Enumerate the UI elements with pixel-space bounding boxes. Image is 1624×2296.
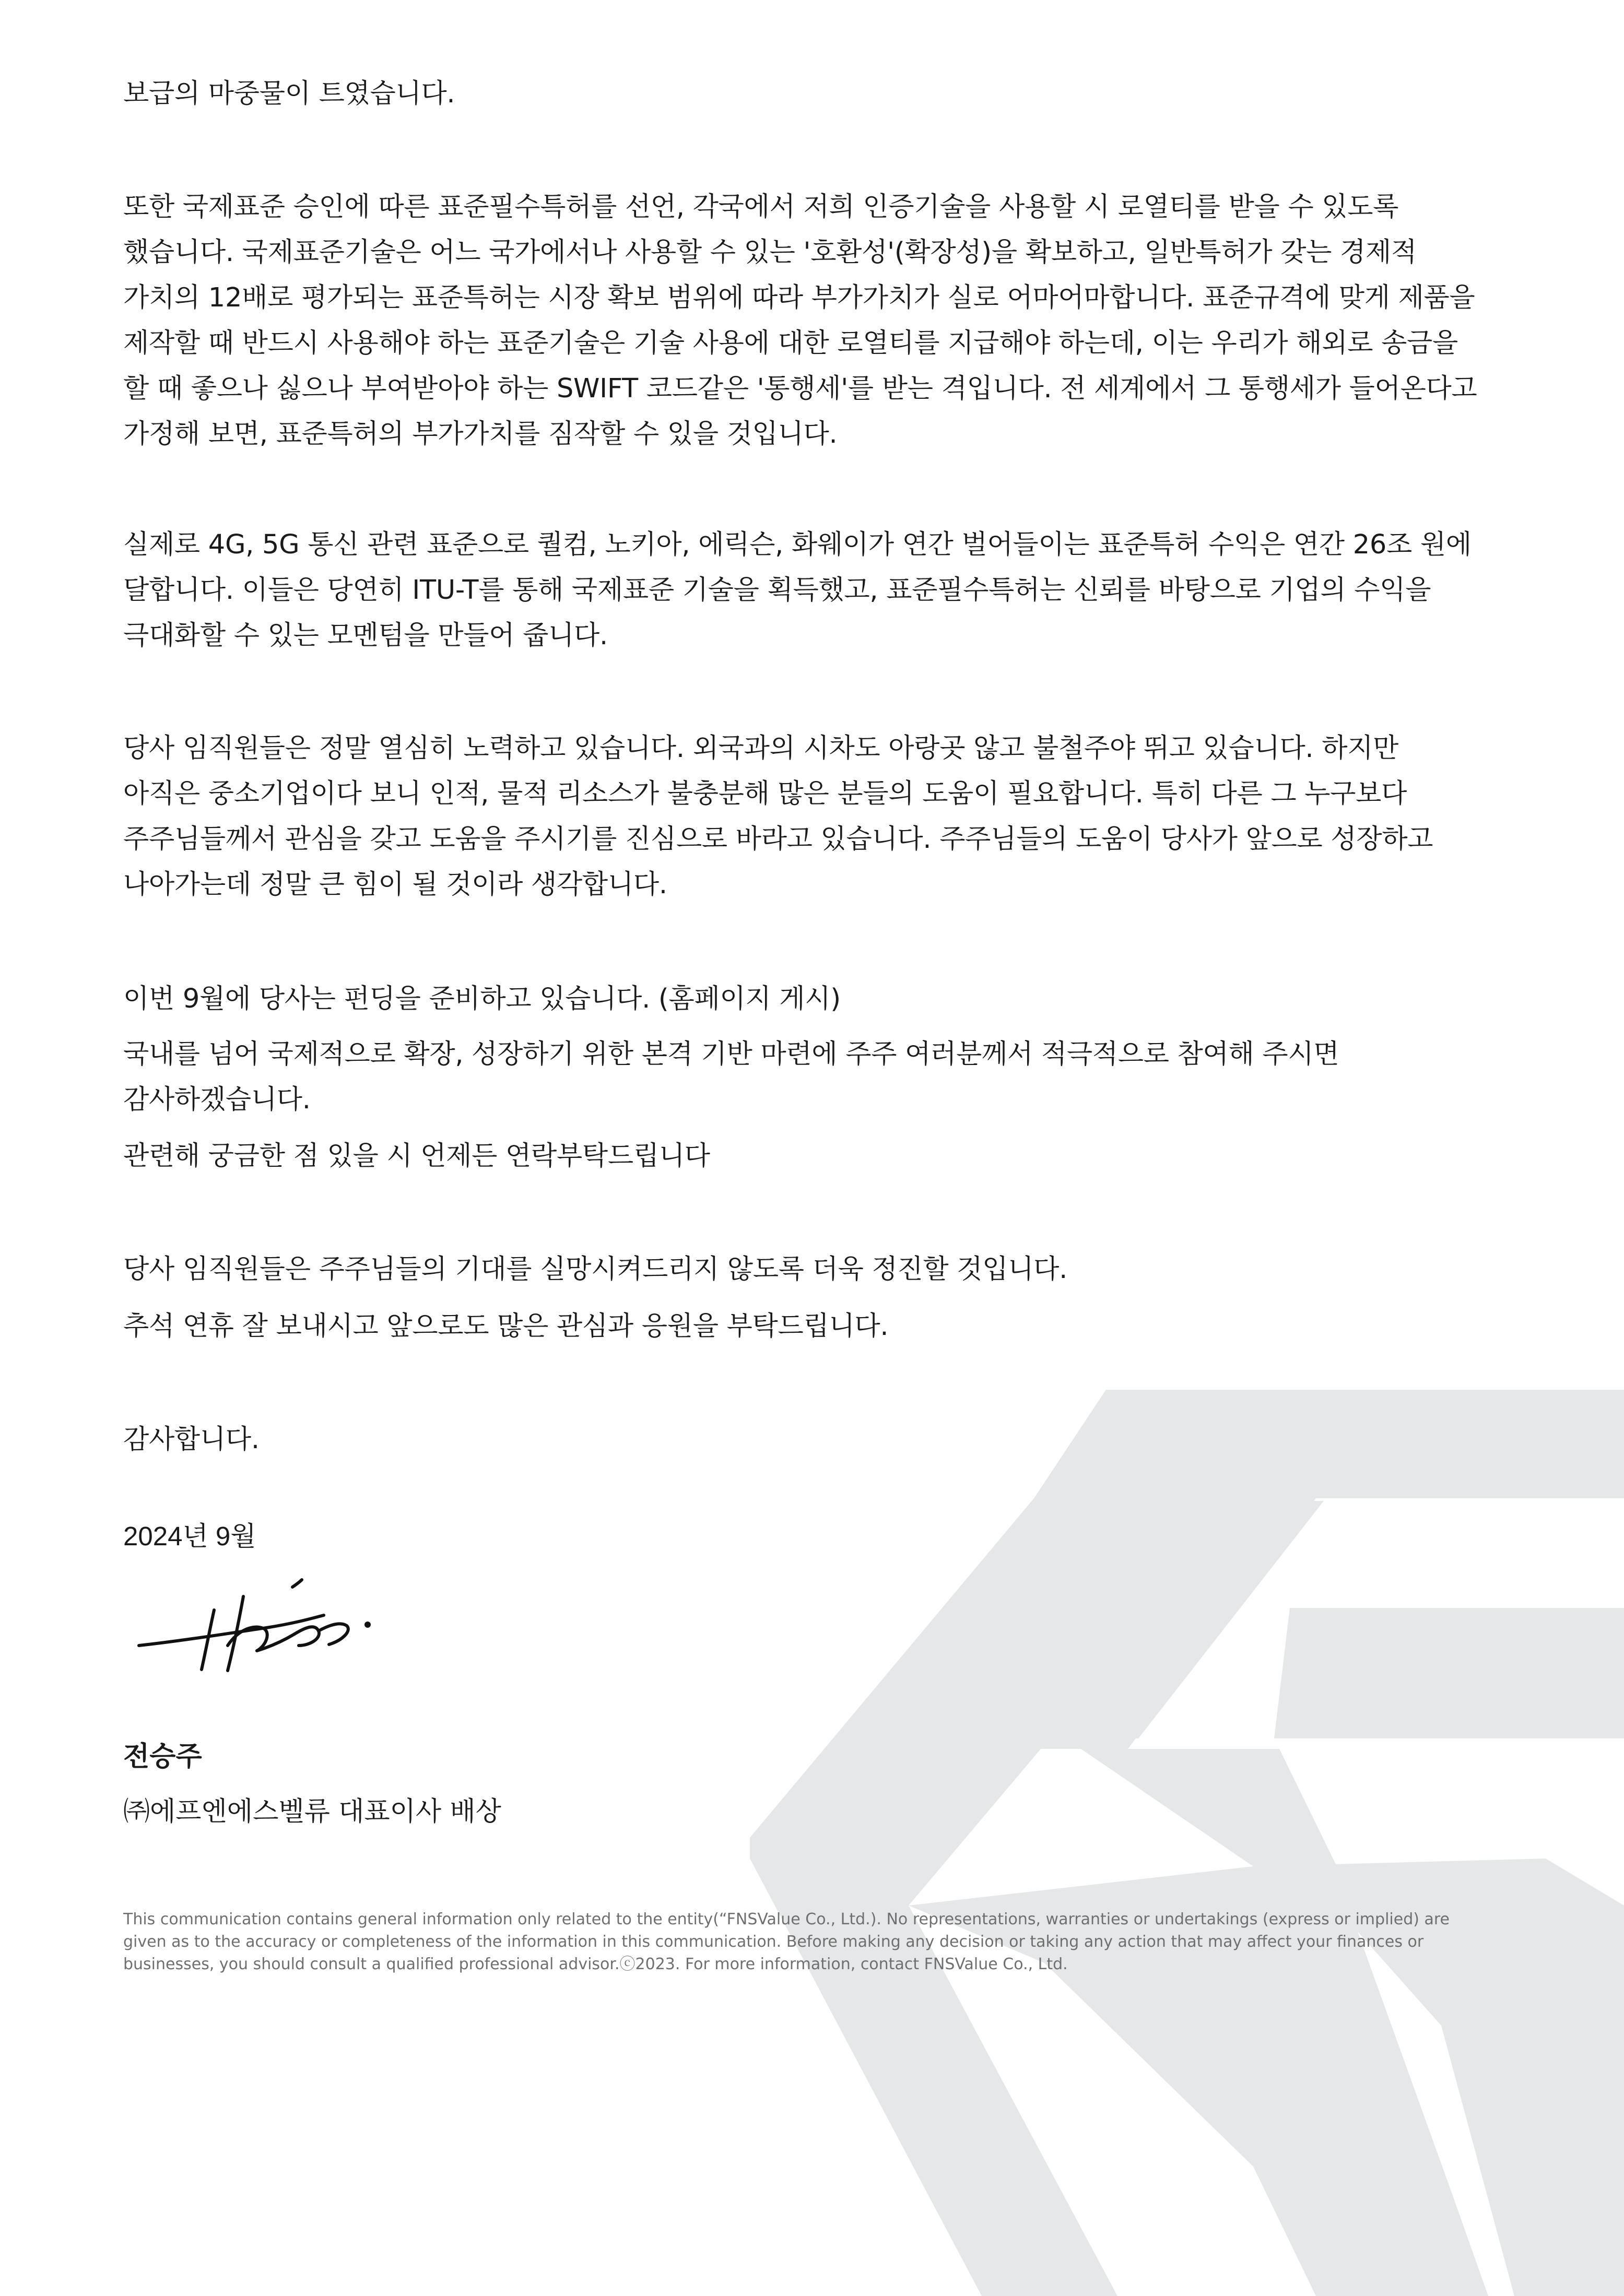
paragraph-opening-line: 보급의 마중물이 트였습니다. bbox=[123, 78, 455, 109]
paragraph-standard-patent: 또한 국제표준 승인에 따른 표준필수특허를 선언, 각국에서 저희 인증기술을 사용할 시 로열티를 받을 수 있도록 했습니다. 국제표준기술은 어느 국가에서나 사용할 수 있는 '호환성'(확장성)을 확보하고, 일반특허가 갖는 경제적 가치의 12배로 평가되는 표준특허는 시장 확보 범위에 따라 부가가치가 실로 어마어마합니다. 표준규격에 맞게 제품을 제작할 때 반드시 사용해야 하는 표준기술은 기술 사용에 대한 로열티를 지급해야 하는데, 이는 우리가 해외로 송금을 할 때 좋으나 싫으나 부여받아야 하는 SWIFT 코드같은 '통행세'를 받는 격입니다. 전 세계에서 그 통행세가 들어온다고 가정해 보면, 표준특허의 부가가치를 짐작할 수 있을 것입니다. bbox=[123, 192, 1477, 449]
signer-title: ㈜에프엔에스벨류 대표이사 배상 bbox=[123, 1796, 501, 1827]
handwritten-signature-icon bbox=[136, 1567, 418, 1687]
legal-disclaimer: This communication contains general information only related to the entity(“FNSValue Co., Ltd.). No representations, warranties or undertakings (express or implied) are given as to the accuracy or completeness of the information in this communication. Before making any decision or taking any action that may affect your finances or businesses, you should consult a qualified professional advisor.ⓒ2023. For more information, contact FNSValue Co., Ltd. bbox=[123, 1910, 1450, 1973]
paragraph-royalty-example: 실제로 4G, 5G 통신 관련 표준으로 퀄컴, 노키아, 에릭슨, 화웨이가 연간 벌어들이는 표준특허 수익은 연간 26조 원에 달합니다. 이들은 당연히 ITU-T를 통해 국제표준 기술을 획득했고, 표준필수특허는 신뢰를 바탕으로 기업의 수익을 극대화할 수 있는 모멘텀을 만들어 줍니다. bbox=[123, 529, 1472, 651]
paragraph-contact-request: 관련해 궁금한 점 있을 시 언제든 연락부탁드립니다 bbox=[123, 1141, 710, 1171]
paragraph-employee-effort: 당사 임직원들은 정말 열심히 노력하고 있습니다. 외국과의 시차도 아랑곳 않고 불철주야 뛰고 있습니다. 하지만 아직은 중소기업이다 보니 인적, 물적 리소스가 불충분해 많은 분들의 도움이 필요합니다. 특히 다른 그 누구보다 주주님들께서 관심을 갖고 도움을 주시기를 진심으로 바라고 있습니다. 주주님들의 도움이 당사가 앞으로 성장하고 나아가는데 정말 큰 힘이 될 것이라 생각합니다. bbox=[123, 733, 1433, 900]
paragraph-participation-request: 국내를 넘어 국제적으로 확장, 성장하기 위한 본격 기반 마련에 주주 여러분께서 적극적으로 참여해 주시면 감사하겠습니다. bbox=[123, 1039, 1339, 1115]
paragraph-commitment: 당사 임직원들은 주주님들의 기대를 실망시켜드리지 않도록 더욱 정진할 것입니다. bbox=[123, 1254, 1068, 1285]
letter-date: 2024년 9월 bbox=[123, 1521, 256, 1551]
paragraph-funding-notice: 이번 9월에 당사는 펀딩을 준비하고 있습니다. (홈페이지 게시) bbox=[123, 984, 841, 1014]
paragraph-thanks: 감사합니다. bbox=[123, 1424, 260, 1455]
signer-name: 전승주 bbox=[123, 1741, 202, 1772]
paragraph-holiday-greeting: 추석 연휴 잘 보내시고 앞으로도 많은 관심과 응원을 부탁드립니다. bbox=[123, 1311, 889, 1342]
